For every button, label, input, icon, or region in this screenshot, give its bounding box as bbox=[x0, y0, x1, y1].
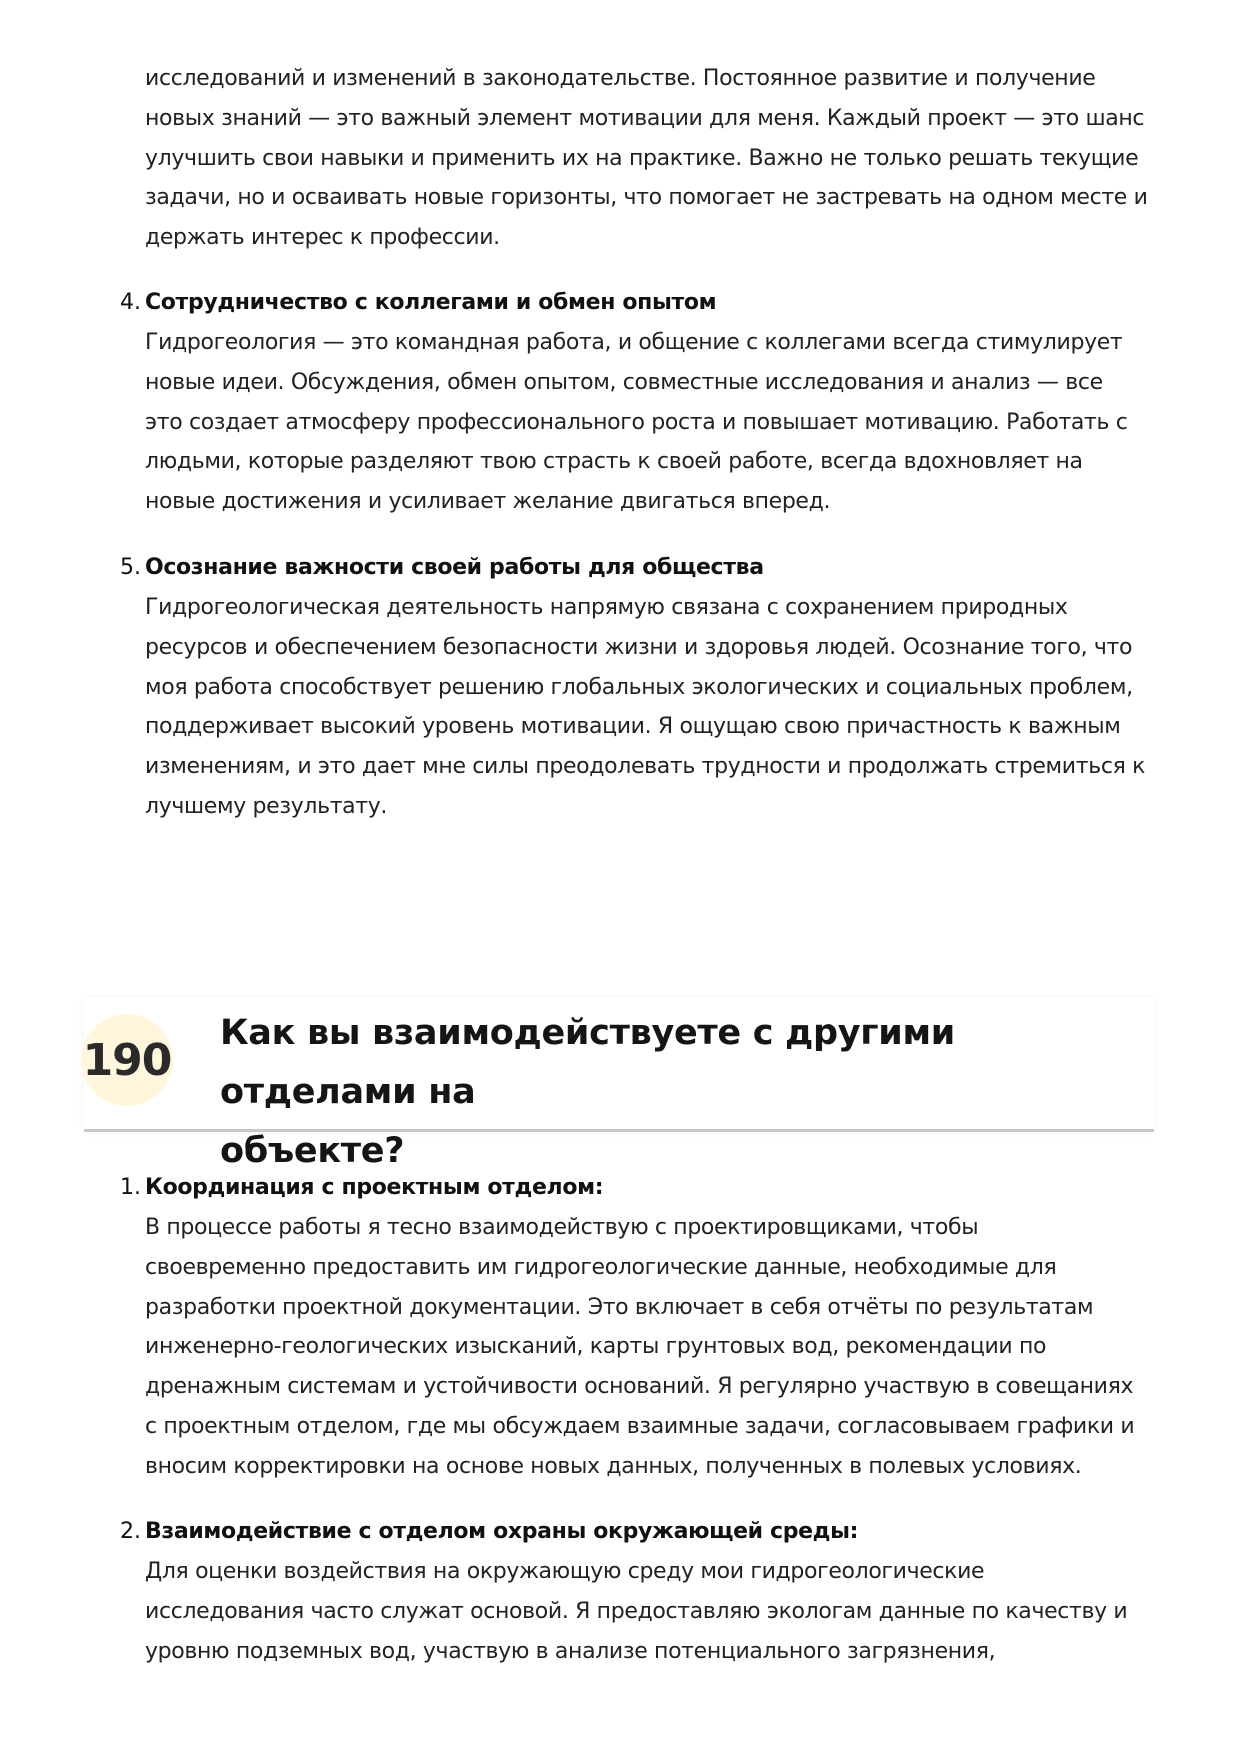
list-item-number: 2. bbox=[120, 1519, 141, 1544]
text-line: новые идеи. Обсуждения, обмен опытом, совместные исследования и анализ — все bbox=[145, 369, 1103, 395]
text-line: уровню подземных вод, участвую в анализе потенциального загрязнения, bbox=[145, 1638, 996, 1664]
text-line: исследования часто служат основой. Я предоставляю экологам данные по качеству и bbox=[145, 1598, 1128, 1624]
text-line: вносим корректировки на основе новых данных, полученных в полевых условиях. bbox=[145, 1453, 1082, 1479]
text-line: В процессе работы я тесно взаимодействую с проектировщиками, чтобы bbox=[145, 1215, 979, 1240]
list-item-title: Сотрудничество с коллегами и обмен опытом bbox=[145, 290, 717, 315]
list-item-number: 4. bbox=[120, 290, 141, 315]
text-line: это создает атмосферу профессионального роста и повышает мотивацию. Работать с bbox=[145, 409, 1128, 435]
list-item-number: 5. bbox=[120, 555, 141, 580]
text-line: ресурсов и обеспечением безопасности жизни и здоровья людей. Осознание того, что bbox=[145, 634, 1133, 660]
text-line: своевременно предоставить им гидрогеологические данные, необходимые для bbox=[145, 1254, 1057, 1280]
text-line: новые достижения и усиливает желание двигаться вперед. bbox=[145, 489, 831, 515]
text-line: улучшить свои навыки и применить их на практике. Важно не только решать текущие bbox=[145, 145, 1139, 171]
list-item-body bbox=[145, 323, 1155, 522]
text-line: людьми, которые разделяют твою страсть к своей работе, всегда вдохновляет на bbox=[145, 449, 1083, 475]
text-line: поддерживает высокий уровень мотивации. Я ощущаю свою причастность к важным bbox=[145, 714, 1121, 740]
question-title-line: объекте? bbox=[220, 1131, 405, 1171]
question-title-line: Как вы взаимодействуете с другими отделами на bbox=[220, 1013, 956, 1112]
text-line: с проектным отделом, где мы обсуждаем взаимные задачи, согласовываем графики и bbox=[145, 1413, 1135, 1439]
text-line: задачи, но и осваивать новые горизонты, что помогает не застревать на одном месте и bbox=[145, 185, 1148, 211]
text-line: разработки проектной документации. Это включает в себя отчёты по результатам bbox=[145, 1294, 1094, 1320]
list-item-body bbox=[145, 1552, 1155, 1671]
list-item-title: Осознание важности своей работы для общества bbox=[145, 555, 764, 580]
list-item-title: Взаимодействие с отделом охраны окружающей среды: bbox=[145, 1519, 859, 1544]
question-title bbox=[220, 1004, 1150, 1181]
text-line: новых знаний — это важный элемент мотивации для меня. Каждый проект — это шанс bbox=[145, 105, 1145, 131]
text-line: держать интерес к профессии. bbox=[145, 225, 500, 251]
text-line: лучшему результату. bbox=[145, 793, 388, 819]
text-line: Гидрогеологическая деятельность напрямую связана с сохранением природных bbox=[145, 595, 1068, 620]
list-item-body bbox=[145, 588, 1155, 827]
text-line: инженерно-геологических изысканий, карты грунтовых вод, рекомендации по bbox=[145, 1334, 1047, 1360]
text-line: исследований и изменений в законодательстве. Постоянное развитие и получение bbox=[145, 66, 1096, 91]
text-line: дренажным системам и устойчивости оснований. Я регулярно участвую в совещаниях bbox=[145, 1374, 1134, 1400]
list-item-body bbox=[145, 1208, 1155, 1487]
intro-paragraph bbox=[145, 59, 1155, 258]
text-line: изменениям, и это дает мне силы преодолевать трудности и продолжать стремиться к bbox=[145, 754, 1146, 780]
text-line: Для оценки воздействия на окружающую среду мои гидрогеологические bbox=[145, 1559, 985, 1584]
list-item-title: Координация с проектным отделом: bbox=[145, 1175, 604, 1200]
list-item-number: 1. bbox=[120, 1175, 141, 1200]
text-line: моя работа способствует решению глобальных экологических и социальных проблем, bbox=[145, 674, 1133, 700]
text-line: Гидрогеология — это командная работа, и общение с коллегами всегда стимулирует bbox=[145, 330, 1123, 355]
question-number-badge: 190 bbox=[81, 1014, 173, 1106]
